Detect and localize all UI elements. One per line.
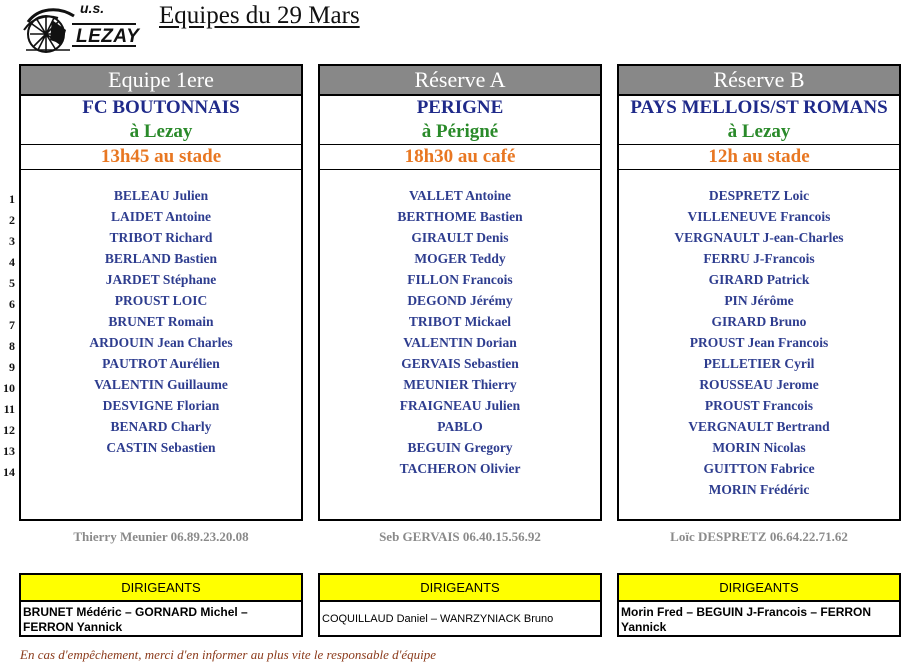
player-name: DESPRETZ Loic — [708, 188, 810, 203]
player-name: LAIDET Antoine — [111, 209, 211, 224]
player-name: DESVIGNE Florian — [102, 398, 220, 413]
team-reserve-b — [617, 64, 901, 521]
row-number: 1 — [9, 192, 15, 206]
player-name: TRIBOT Richard — [109, 230, 213, 245]
row-number: 9 — [9, 360, 15, 374]
logo-top-text: u.s. — [80, 0, 105, 16]
player-name: GERVAIS Sebastien — [401, 356, 519, 371]
player-name: VILLENEUVE Francois — [687, 209, 831, 224]
player-name: JARDET Stéphane — [105, 272, 217, 287]
player-name: BEGUIN Gregory — [407, 440, 513, 455]
player-name: VERGNAULT Bertrand — [688, 419, 830, 434]
player-name: GIRARD Bruno — [711, 314, 807, 329]
staff-names: Morin Fred – BEGUIN J-Francois – FERRON Yannick — [621, 604, 872, 634]
row-numbers — [0, 189, 15, 483]
team-contact: Thierry Meunier 06.89.23.20.08 — [73, 529, 249, 544]
player-name: PROUST Jean Francois — [689, 335, 829, 350]
player-name: FRAIGNEAU Julien — [399, 398, 521, 413]
row-number: 11 — [3, 402, 15, 416]
player-name: TRIBOT Mickael — [408, 314, 512, 329]
row-number: 12 — [3, 423, 15, 437]
team-meeting: 13h45 au stade — [21, 145, 301, 170]
player-name: ROUSSEAU Jerome — [699, 377, 819, 392]
player-name: PROUST LOIC — [114, 293, 208, 308]
team-opponent: FC BOUTONNAIS — [82, 97, 240, 118]
footer-note: En cas d'empêchement, merci d'en informer au plus vite le responsable d'équipe — [20, 647, 437, 662]
row-number: 6 — [9, 297, 15, 311]
player-name: PIN Jérôme — [724, 293, 794, 308]
player-name: MORIN Nicolas — [712, 440, 806, 455]
row-number: 13 — [3, 444, 15, 458]
player-name: MORIN Frédéric — [708, 482, 810, 497]
team-reserve-a — [318, 64, 602, 521]
team-contact: Loïc DESPRETZ 06.64.22.71.62 — [670, 529, 848, 544]
player-name: PAUTROT Aurélien — [102, 356, 220, 371]
player-name: PELLETIER Cyril — [703, 356, 815, 371]
row-number: 5 — [9, 276, 15, 290]
team-opponent: PERIGNE — [416, 97, 504, 118]
player-name: MEUNIER Thierry — [403, 377, 517, 392]
team-name: Réserve B — [619, 66, 899, 96]
team-venue: à Lezay — [619, 120, 899, 145]
player-name: TACHERON Olivier — [399, 461, 521, 476]
staff-header: DIRIGEANTS — [320, 575, 600, 602]
player-name: PABLO — [437, 419, 483, 434]
player-name: GIRARD Patrick — [708, 272, 810, 287]
row-number: 7 — [9, 318, 15, 332]
team-name: Réserve A — [320, 66, 600, 96]
player-name: CASTIN Sebastien — [106, 440, 216, 455]
staff-box — [617, 573, 901, 637]
player-name: BENARD Charly — [110, 419, 212, 434]
staff-box — [318, 573, 602, 637]
player-list — [21, 185, 301, 458]
team-equipe-1ere — [19, 64, 303, 521]
team-opponent: PAYS MELLOIS/ST ROMANS — [630, 97, 888, 118]
player-name: BRUNET Romain — [108, 314, 214, 329]
player-name: FILLON Francois — [407, 272, 513, 287]
player-name: VALENTIN Guillaume — [94, 377, 228, 392]
staff-header: DIRIGEANTS — [619, 575, 899, 602]
row-number: 14 — [3, 465, 15, 479]
team-meeting: 18h30 au café — [320, 145, 600, 170]
staff-box — [19, 573, 303, 637]
team-venue: à Périgné — [320, 120, 600, 145]
player-name: DEGOND Jérémy — [407, 293, 513, 308]
logo-club-name: LEZAY — [76, 26, 140, 47]
page-title: Equipes du 29 Mars — [159, 2, 360, 29]
player-name: ARDOUIN Jean Charles — [89, 335, 233, 350]
player-list — [619, 185, 899, 500]
player-name: VALLET Antoine — [409, 188, 511, 203]
row-number: 3 — [9, 234, 15, 248]
team-contact: Seb GERVAIS 06.40.15.56.92 — [379, 529, 541, 544]
player-name: GUITTON Fabrice — [703, 461, 815, 476]
player-name: GIRAULT Denis — [411, 230, 509, 245]
player-list — [320, 185, 600, 479]
player-name: PROUST Francois — [704, 398, 814, 413]
row-number: 2 — [9, 213, 15, 227]
team-meeting: 12h au stade — [619, 145, 899, 170]
player-name: BELEAU Julien — [113, 188, 209, 203]
staff-names: COQUILLAUD Daniel – WANRZYNIACK Bruno — [322, 613, 554, 625]
player-name: VERGNAULT J-ean-Charles — [674, 230, 844, 245]
row-number: 10 — [3, 381, 15, 395]
player-name: MOGER Teddy — [414, 251, 506, 266]
team-name: Equipe 1ere — [21, 66, 301, 96]
player-name: FERRU J-Francois — [703, 251, 815, 266]
row-number: 8 — [9, 339, 15, 353]
row-number: 4 — [9, 255, 15, 269]
staff-header: DIRIGEANTS — [21, 575, 301, 602]
staff-names: BRUNET Médéric – GORNARD Michel – FERRON Yannick — [23, 604, 248, 634]
player-name: BERTHOME Bastien — [397, 209, 523, 224]
club-logo — [22, 0, 140, 58]
player-name: BERLAND Bastien — [104, 251, 218, 266]
player-name: VALENTIN Dorian — [403, 335, 517, 350]
team-venue: à Lezay — [21, 120, 301, 145]
